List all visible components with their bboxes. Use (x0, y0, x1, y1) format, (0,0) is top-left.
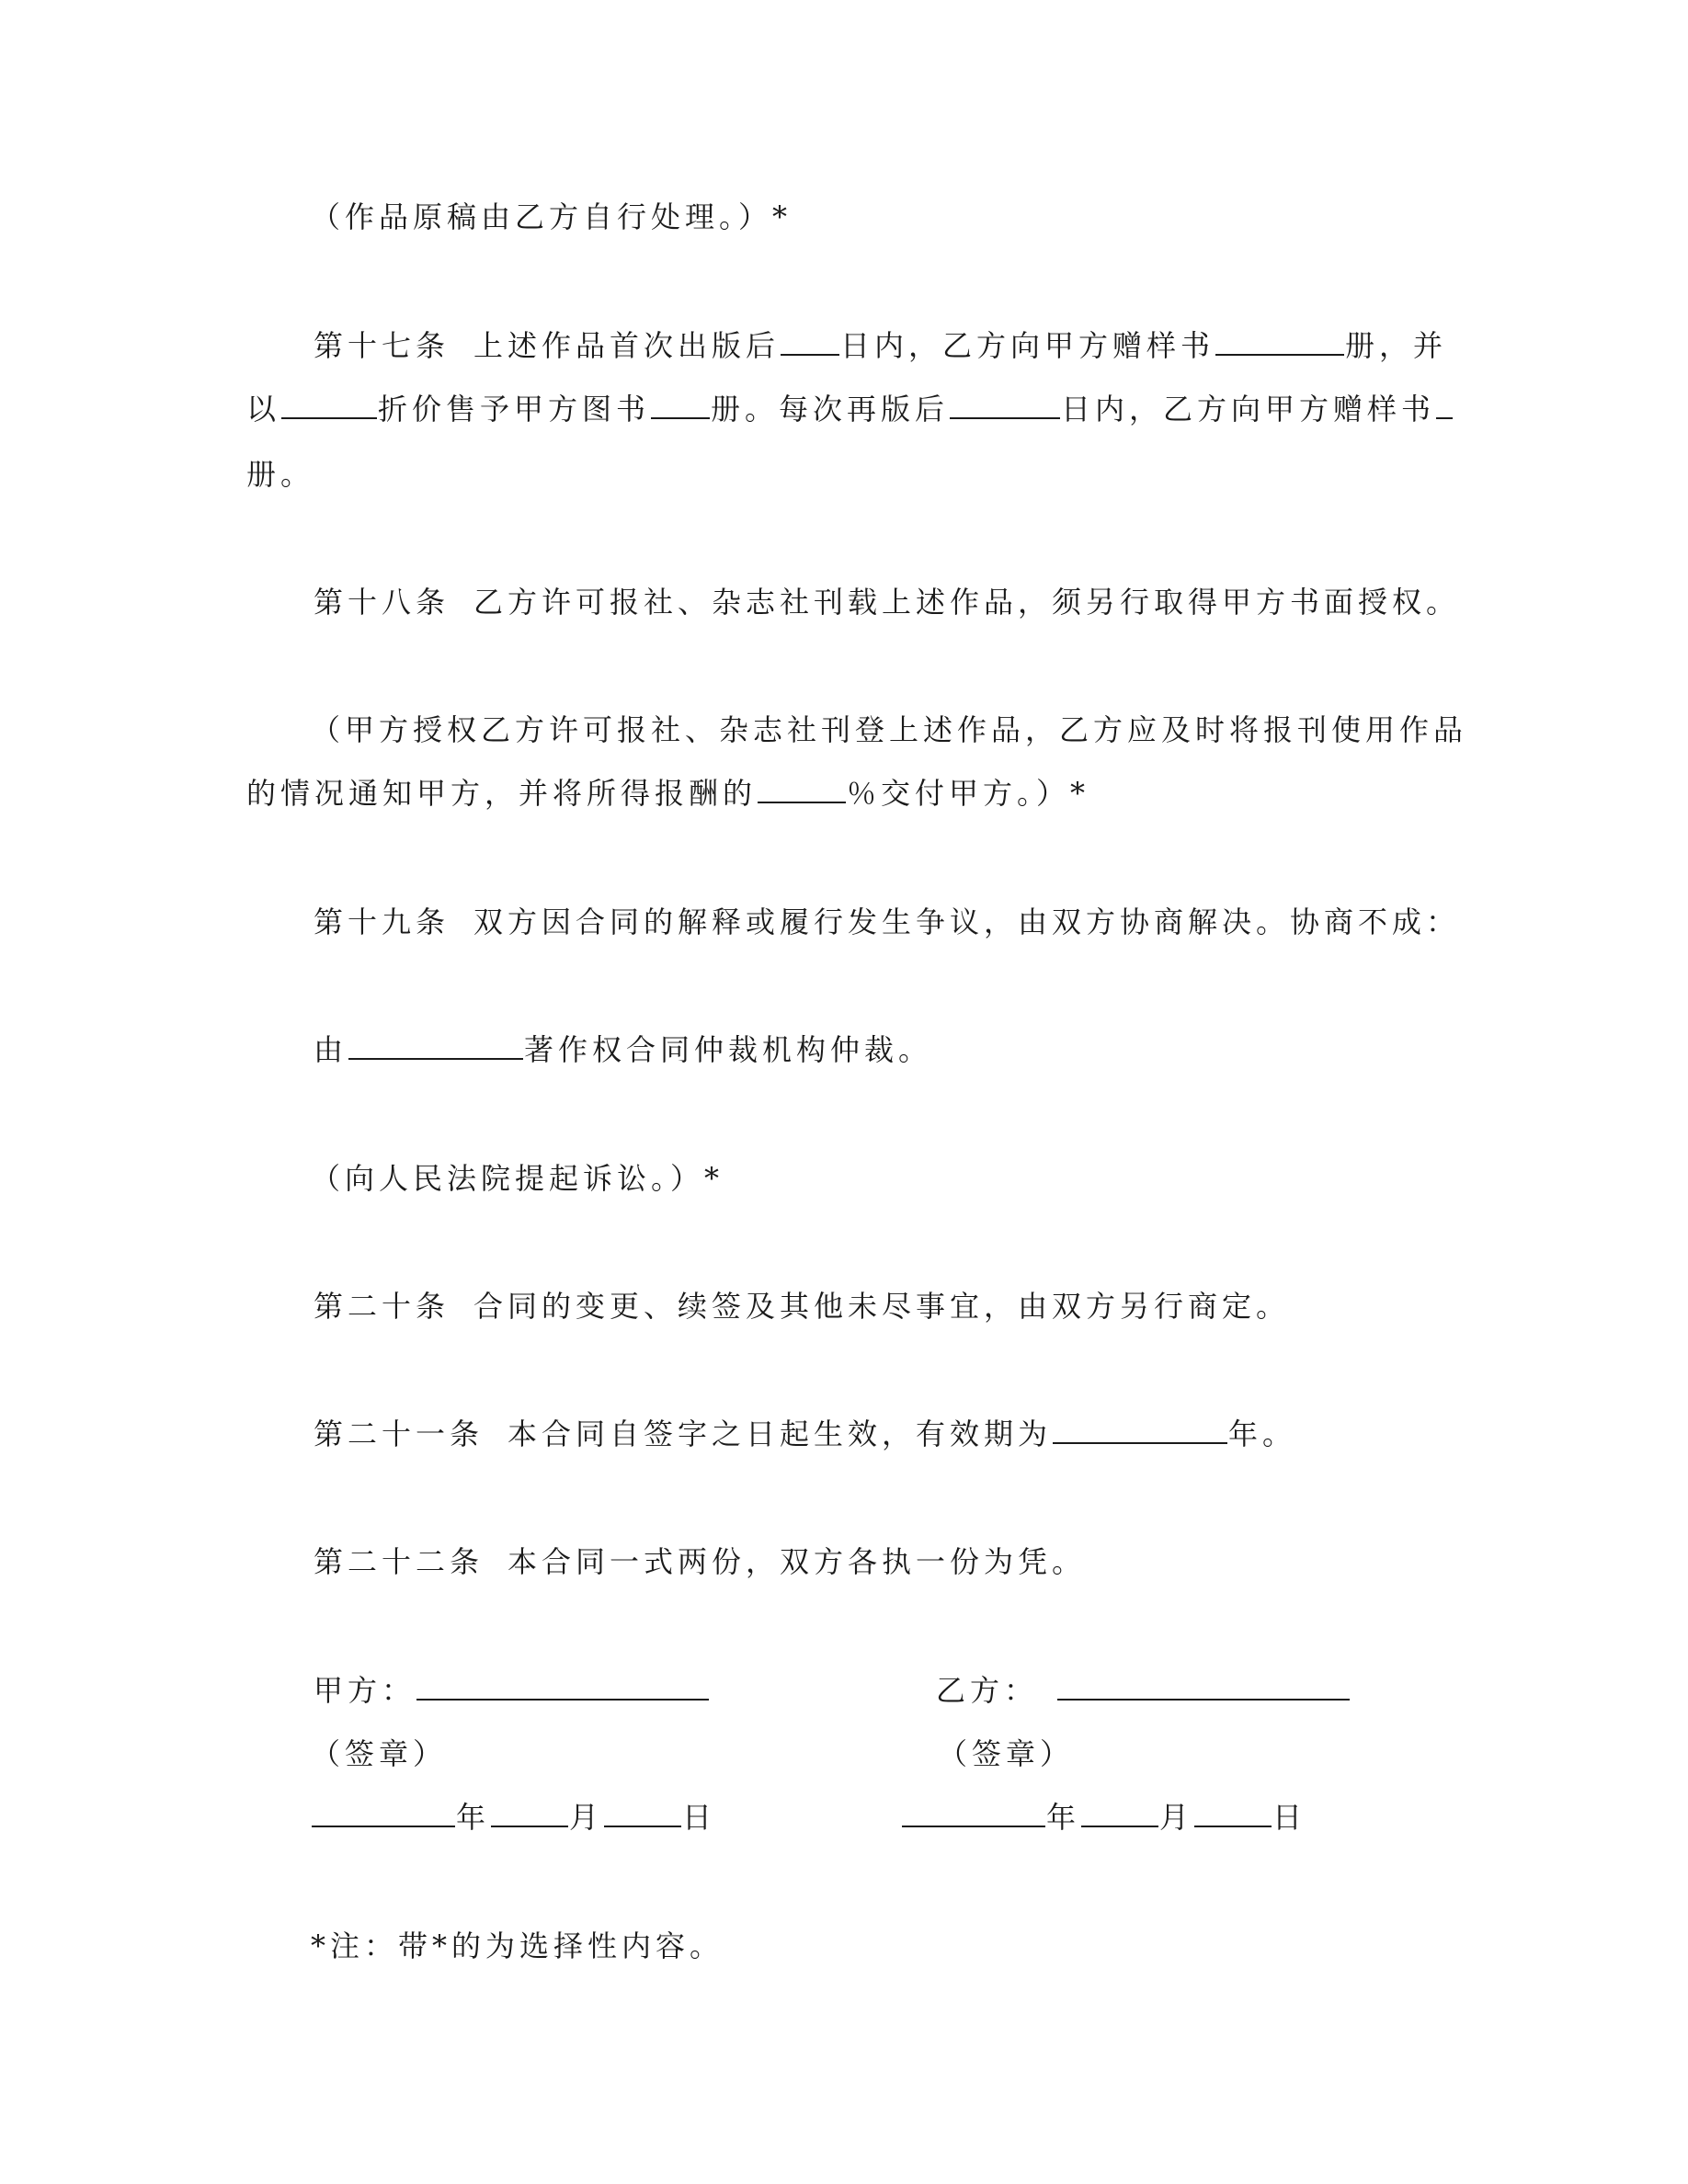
paragraph-original-manuscript (311, 199, 792, 235)
blank-party-a-month (491, 1800, 568, 1827)
paragraph-authorization-line-1 (311, 711, 1467, 748)
paragraph-litigation (311, 1160, 724, 1197)
text: 甲方： (314, 1673, 416, 1708)
article-17-line-2 (246, 391, 1454, 427)
blank-party-a-day (604, 1800, 681, 1827)
text: 年。 (1228, 1416, 1297, 1451)
blank-party-a-year (312, 1800, 455, 1827)
text: 年 (1046, 1800, 1081, 1835)
blank-remuneration-percent (758, 776, 846, 803)
party-a-seal (311, 1735, 447, 1772)
text: 合同的变更、续签及其他未尽事宜，由双方另行商定。 (473, 1289, 1291, 1324)
text: 日 (1272, 1800, 1307, 1835)
text: 由 (314, 1032, 348, 1067)
text: 著作权合同仲裁机构仲裁。 (524, 1032, 933, 1067)
blank-days-first-edition (781, 328, 839, 356)
text: （甲方授权乙方许可报社、杂志社刊登上述作品，乙方应及时将报刊使用作品 (311, 712, 1468, 747)
party-b-date (901, 1799, 1306, 1836)
text: 折价售予甲方图书 (378, 392, 651, 427)
text: 册。每次再版后 (711, 392, 950, 427)
blank-party-b-month (1081, 1800, 1158, 1827)
article-21 (314, 1416, 1296, 1452)
text: 日 (682, 1800, 717, 1835)
text: 日内，乙方向甲方赠样书 (840, 328, 1215, 363)
text: 以 (246, 392, 281, 427)
article-17-line-3 (246, 456, 314, 493)
article-number: 第十九条 (314, 904, 451, 939)
blank-discount (281, 392, 377, 419)
text: *注：带*的为选择性内容。 (311, 1928, 724, 1963)
article-20 (314, 1288, 1290, 1325)
blank-days-reprint (950, 392, 1060, 419)
text: 乙方许可报社、杂志社刊载上述作品，须另行取得甲方书面授权。 (473, 585, 1461, 620)
text: 本合同一式两份，双方各执一份为凭。 (508, 1544, 1087, 1579)
article-number: 第二十条 (314, 1289, 451, 1324)
party-b-label (936, 1672, 1351, 1709)
footnote (311, 1928, 724, 1964)
text: （向人民法院提起诉讼。）* (311, 1161, 724, 1196)
text: （签章） (311, 1736, 448, 1771)
text: 本合同自签字之日起生效，有效期为 (508, 1416, 1053, 1451)
article-17-line-1 (314, 327, 1447, 364)
party-a-date (311, 1799, 716, 1836)
text: 册。 (246, 457, 315, 492)
text: 年 (456, 1800, 491, 1835)
text: 册，并 (1345, 328, 1448, 363)
blank-arbitration-body (348, 1032, 523, 1060)
text: 日内，乙方向甲方赠样书 (1061, 392, 1436, 427)
text: （作品原稿由乙方自行处理。）* (311, 199, 793, 234)
text: （签章） (938, 1736, 1075, 1771)
text: ％交付甲方。）* (847, 776, 1090, 811)
blank-party-b-year (902, 1800, 1045, 1827)
paragraph-arbitration (314, 1031, 932, 1068)
article-number: 第十七条 (314, 328, 451, 363)
article-18 (314, 584, 1460, 620)
text: 上述作品首次出版后 (473, 328, 781, 363)
article-19 (314, 904, 1460, 940)
blank-party-a-name (416, 1673, 709, 1701)
blank-party-b-name (1057, 1673, 1350, 1701)
text: 双方因合同的解释或履行发生争议，由双方协商解决。协商不成： (473, 904, 1461, 939)
article-number: 第二十二条 (314, 1544, 485, 1579)
paragraph-authorization-line-2 (246, 775, 1089, 812)
party-b-seal (938, 1735, 1074, 1772)
blank-reprint-copies (1436, 392, 1453, 419)
blank-sample-copies (1215, 328, 1344, 356)
party-a-label (314, 1672, 710, 1709)
text: 月 (1159, 1800, 1194, 1835)
text: 乙方： (936, 1673, 1039, 1708)
article-number: 第二十一条 (314, 1416, 485, 1451)
article-22 (314, 1543, 1086, 1580)
blank-party-b-day (1194, 1800, 1272, 1827)
blank-discount-copies (651, 392, 710, 419)
article-number: 第十八条 (314, 585, 451, 620)
text: 的情况通知甲方，并将所得报酬的 (246, 776, 758, 811)
text: 月 (569, 1800, 604, 1835)
blank-validity-years (1053, 1416, 1227, 1444)
